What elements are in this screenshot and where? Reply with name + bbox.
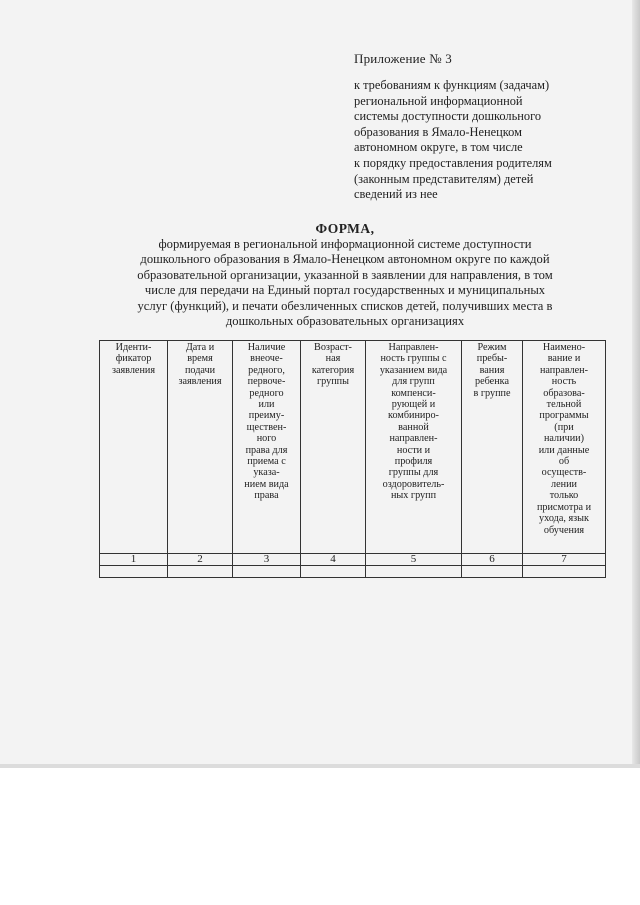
header-line: права для bbox=[245, 444, 288, 456]
header-line: внеоче- bbox=[250, 353, 283, 365]
header-line: направлен- bbox=[389, 433, 438, 445]
header-line: образова- bbox=[543, 387, 585, 399]
header-line: вания bbox=[479, 364, 505, 376]
appendix-line: к требованиям к функциям (задачам) bbox=[354, 78, 550, 92]
header-line: обучения bbox=[543, 524, 585, 536]
header-line: время bbox=[187, 353, 213, 365]
scan-bottom-edge bbox=[0, 764, 640, 768]
form-title: ФОРМА, bbox=[315, 221, 375, 236]
header-line: или bbox=[258, 399, 275, 411]
subtitle-line: формируемая в региональной информационной системе доступности bbox=[158, 237, 532, 251]
header-line: для групп bbox=[392, 376, 435, 388]
appendix-text bbox=[354, 78, 614, 203]
empty-cell bbox=[366, 566, 462, 578]
header-line: ухода, язык bbox=[539, 513, 589, 525]
header-line: нием вида bbox=[244, 478, 289, 490]
scan-edge-shadow bbox=[632, 0, 640, 768]
header-line: указа- bbox=[253, 467, 280, 479]
empty-data-row bbox=[100, 566, 606, 578]
header-line: первоче- bbox=[247, 376, 286, 388]
header-line: ного bbox=[256, 433, 277, 445]
header-cell-4 bbox=[301, 341, 366, 554]
header-line: подачи bbox=[184, 364, 216, 376]
header-line: оздоровитель- bbox=[382, 478, 445, 490]
column-number: 6 bbox=[462, 554, 523, 566]
header-line: ность группы с bbox=[380, 353, 447, 365]
header-line: ность bbox=[551, 376, 577, 388]
header-line: фикатор bbox=[115, 353, 152, 365]
header-line: компенси- bbox=[391, 387, 436, 399]
header-line: Режим bbox=[477, 342, 507, 353]
header-line: комбиниро- bbox=[388, 410, 439, 422]
empty-cell bbox=[168, 566, 233, 578]
header-line: пребы- bbox=[476, 353, 508, 365]
appendix-line: (законным представителям) детей bbox=[354, 171, 534, 186]
empty-cell bbox=[233, 566, 301, 578]
header-cell-1 bbox=[100, 341, 168, 554]
appendix-line: автономном округе, в том числе bbox=[354, 140, 523, 155]
header-line: категория bbox=[311, 364, 355, 376]
header-line: заявления bbox=[111, 364, 156, 376]
subtitle-line: дошкольных образовательных организациях bbox=[225, 314, 465, 329]
header-line: группы для bbox=[388, 467, 439, 479]
column-number: 5 bbox=[366, 554, 462, 566]
column-number: 1 bbox=[100, 554, 168, 566]
empty-cell bbox=[100, 566, 168, 578]
header-line: (при bbox=[554, 421, 574, 433]
header-line: наличии) bbox=[543, 433, 585, 445]
header-line: Возраст- bbox=[314, 342, 352, 353]
header-line: направлен- bbox=[539, 364, 589, 376]
header-line: редного, bbox=[248, 364, 285, 376]
subtitle-line: числе для передачи на Единый портал государственных и муниципальных bbox=[144, 283, 546, 298]
header-line: Направлен- bbox=[388, 342, 439, 353]
header-line: Наличие bbox=[247, 342, 286, 353]
header-line: только bbox=[549, 490, 579, 502]
header-line: Иденти- bbox=[115, 342, 152, 353]
appendix-line: к порядку предоставления родителям bbox=[354, 155, 552, 170]
header-cell-3 bbox=[233, 341, 301, 554]
empty-cell bbox=[523, 566, 606, 578]
header-line: указанием вида bbox=[379, 364, 448, 376]
appendix-line: региональной информационной bbox=[354, 93, 523, 108]
header-line: приема с bbox=[247, 456, 286, 468]
header-line: преиму- bbox=[248, 410, 285, 422]
header-line: заявления bbox=[178, 376, 222, 388]
header-line: тельной bbox=[546, 399, 582, 411]
form-table bbox=[99, 340, 606, 578]
appendix-line: системы доступности дошкольного bbox=[354, 109, 542, 124]
appendix-title: Приложение № 3 bbox=[354, 51, 452, 66]
appendix-line: сведений из нее bbox=[354, 187, 438, 202]
header-line: ности и bbox=[396, 444, 431, 456]
form-subtitle bbox=[0, 237, 640, 329]
header-row bbox=[100, 341, 606, 554]
header-line: ная bbox=[325, 353, 341, 365]
header-cell-6 bbox=[462, 341, 523, 554]
header-line: об bbox=[558, 456, 570, 468]
header-line: ванной bbox=[398, 421, 429, 433]
subtitle-line: образовательной организации, указанной в заявлении для направления, в том bbox=[137, 267, 553, 282]
header-line: права bbox=[254, 490, 279, 502]
appendix-line: образования в Ямало-Ненецком bbox=[354, 124, 522, 139]
header-cell-2 bbox=[168, 341, 233, 554]
header-line: группы bbox=[317, 376, 349, 388]
header-line: ществен- bbox=[246, 421, 287, 433]
column-number-row bbox=[100, 554, 606, 566]
header-line: программы bbox=[539, 410, 589, 422]
header-line: профиля bbox=[394, 456, 433, 468]
header-line: редного bbox=[249, 387, 284, 399]
header-line: Дата и bbox=[185, 342, 215, 353]
subtitle-line: услуг (функций), и печати обезличенных списков детей, получивших места в bbox=[137, 298, 553, 313]
header-line: осуществ- bbox=[541, 467, 587, 479]
header-line: вание и bbox=[547, 353, 581, 365]
subtitle-line: дошкольного образования в Ямало-Ненецком автономном округе по каждой bbox=[140, 252, 550, 267]
header-line: или данные bbox=[538, 444, 590, 456]
empty-cell bbox=[462, 566, 523, 578]
header-line: лении bbox=[551, 478, 577, 490]
column-number: 2 bbox=[168, 554, 233, 566]
column-number: 3 bbox=[233, 554, 301, 566]
empty-cell bbox=[301, 566, 366, 578]
header-line: ных групп bbox=[390, 490, 437, 502]
header-line: присмотра и bbox=[536, 501, 592, 513]
header-line: в группе bbox=[473, 387, 511, 399]
header-cell-7 bbox=[523, 341, 606, 554]
header-cell-5 bbox=[366, 341, 462, 554]
column-number: 4 bbox=[301, 554, 366, 566]
header-line: Наимено- bbox=[542, 342, 586, 353]
column-number: 7 bbox=[523, 554, 606, 566]
header-line: ребенка bbox=[475, 376, 509, 388]
header-line: рующей и bbox=[391, 399, 436, 411]
